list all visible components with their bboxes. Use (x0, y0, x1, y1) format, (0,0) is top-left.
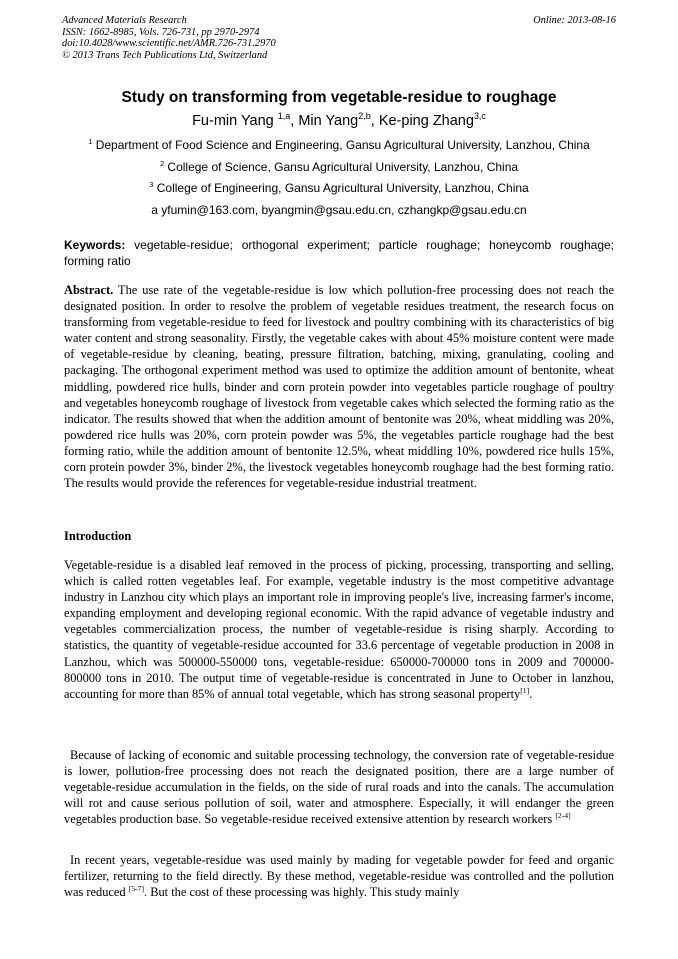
intro-paragraph-2 (64, 747, 614, 827)
intro-paragraph-3 (64, 852, 614, 900)
author-name: Ke-ping Zhang (378, 113, 474, 129)
author-affiliation-mark: 2,b (358, 111, 371, 122)
paper-title: Study on transforming from vegetable-residue to roughage (121, 89, 557, 106)
abstract-label: Abstract. (64, 283, 114, 297)
issn-line: ISSN: 1662-8985, Vols. 726-731, pp 2970-2974 (62, 26, 260, 38)
affiliation-number: 3 (149, 180, 154, 189)
online-date: Online: 2013-08-16 (533, 15, 616, 26)
citation: [5-7] (128, 884, 145, 894)
intro-paragraph-1 (64, 557, 614, 702)
author-name: Fu-min Yang (192, 113, 278, 129)
paragraph-text: Because of lacking of economic and suitable processing technology, the conversion rate of vegetable-residue is lower, pollution-free processing does not reach the designated position, there are a large number of vegetable-residue accumulation in the fields, on the side of rural roads and into the canals. The accumulation will rot and cause serious pollution of soil, water and atmosphere. Especially, it will endanger the green vegetables production base. So vegetable-residue received extensive attention by research workers (64, 748, 614, 827)
affiliation-text: College of Science, Gansu Agricultural University, Lanzhou, China (164, 160, 519, 174)
affiliation-text: Department of Food Science and Engineering, Gansu Agricultural University, Lanzhou, China (92, 138, 590, 152)
author-affiliation-mark: 1,a (277, 111, 291, 122)
paragraph-text: Vegetable-residue is a disabled leaf removed in the process of picking, processing, transporting and selling, which is called rotten vegetables leaf. For example, vegetable industry is the most competitive advantage industry in Lanzhou city which plays an important role in improving people's live, increasing farmer's income, expanding employment and developing regional economic. With the rapid advance of vegetable industry and vegetables commercialization process, the number of vegetable-residue is rising sharply. According to statistics, the quantity of vegetable-residue accounted for 33.6 percentage of vegetable production in 2008 in Lanzhou, which was 500000-550000 tons, vegetable-residue: 650000-700000 tons in 2009 and 700000-800000 tons in 2010. The output time of vegetable-residue is concentrated in June to October in lanzhou, accounting for more than 85% of annual total vegetable, which has strong seasonal property (64, 558, 614, 701)
keywords-text: vegetable-residue; orthogonal experiment; particle roughage; honeycomb roughage; forming ratio (64, 238, 614, 268)
affiliation-number: 2 (159, 159, 165, 168)
affiliation-text: College of Engineering, Gansu Agricultural University, Lanzhou, China (153, 181, 529, 195)
affiliation-3 (0, 181, 678, 195)
affiliation-1 (0, 138, 678, 152)
abstract-text: The use rate of the vegetable-residue is low which pollution-free processing does not reach the designated position. In order to resolve the problem of vegetable residues treatment, the research focus on transforming from vegetable-residue to feed for livestock and poultry combining with its characteristics of big water content and strong seasonality. Firstly, the vegetable cakes with about 45% moisture content were made of vegetable-residue by cleaning, beating, pressure filtration, batching, mixing, granulating, cooling and packaging. The orthogonal experiment method was used to optimize the addition amount of bentonite, wheat middling, powdered rice hulls, binder and corn protein powder into vegetables particle roughage of poultry and vegetables honeycomb roughage of livestock from vegetable cakes which selected the forming ratio as the indicator. The results showed that when the addition amount of bentonite was 20%, wheat middling was 20%, powdered rice hulls was 20%, corn protein powder was 5%, the vegetables particle roughage had the best forming ratio, while the addition amount of bentonite 12.5%, wheat middling 10%, powdered rice hulls 15%, corn protein powder 3%, binder 2%, the livestock vegetables honeycomb roughage had the best forming ratio. The results would provide the references for vegetable-residue industrial treatment. (64, 283, 614, 491)
author-affiliation-mark: 3,c (473, 111, 486, 122)
keywords-label: Keywords: (64, 238, 126, 252)
author-name: Min Yang (298, 113, 359, 129)
author-separator: , (370, 113, 379, 129)
abstract (64, 282, 614, 491)
author-list (0, 113, 678, 129)
affiliation-2 (0, 160, 678, 174)
author-separator: , (290, 113, 299, 129)
affiliation-number: 1 (88, 137, 93, 146)
keywords (64, 238, 614, 269)
paragraph-text: . But the cost of these processing was highly. This study mainly (144, 885, 460, 900)
doi-line: doi:10.4028/www.scientific.net/AMR.726-731.2970 (62, 38, 276, 49)
paragraph-end: . (529, 686, 533, 701)
paragraph-text: In recent years, vegetable-residue was used mainly by mading for vegetable powder for feed and organic fertilizer, returning to the field directly. By these method, vegetable-residue was controlled and the pollution was reduced (64, 853, 614, 900)
copyright-line: © 2013 Trans Tech Publications Ltd, Switzerland (62, 49, 268, 61)
journal-metadata (62, 15, 276, 61)
citation: [1] (520, 685, 530, 695)
journal-name: Advanced Materials Research (62, 15, 187, 26)
introduction-heading: Introduction (64, 529, 132, 543)
author-emails: a yfumin@163.com, byangmin@gsau.edu.cn, czhangkp@gsau.edu.cn (151, 203, 527, 217)
citation: [2-4] (555, 811, 571, 821)
